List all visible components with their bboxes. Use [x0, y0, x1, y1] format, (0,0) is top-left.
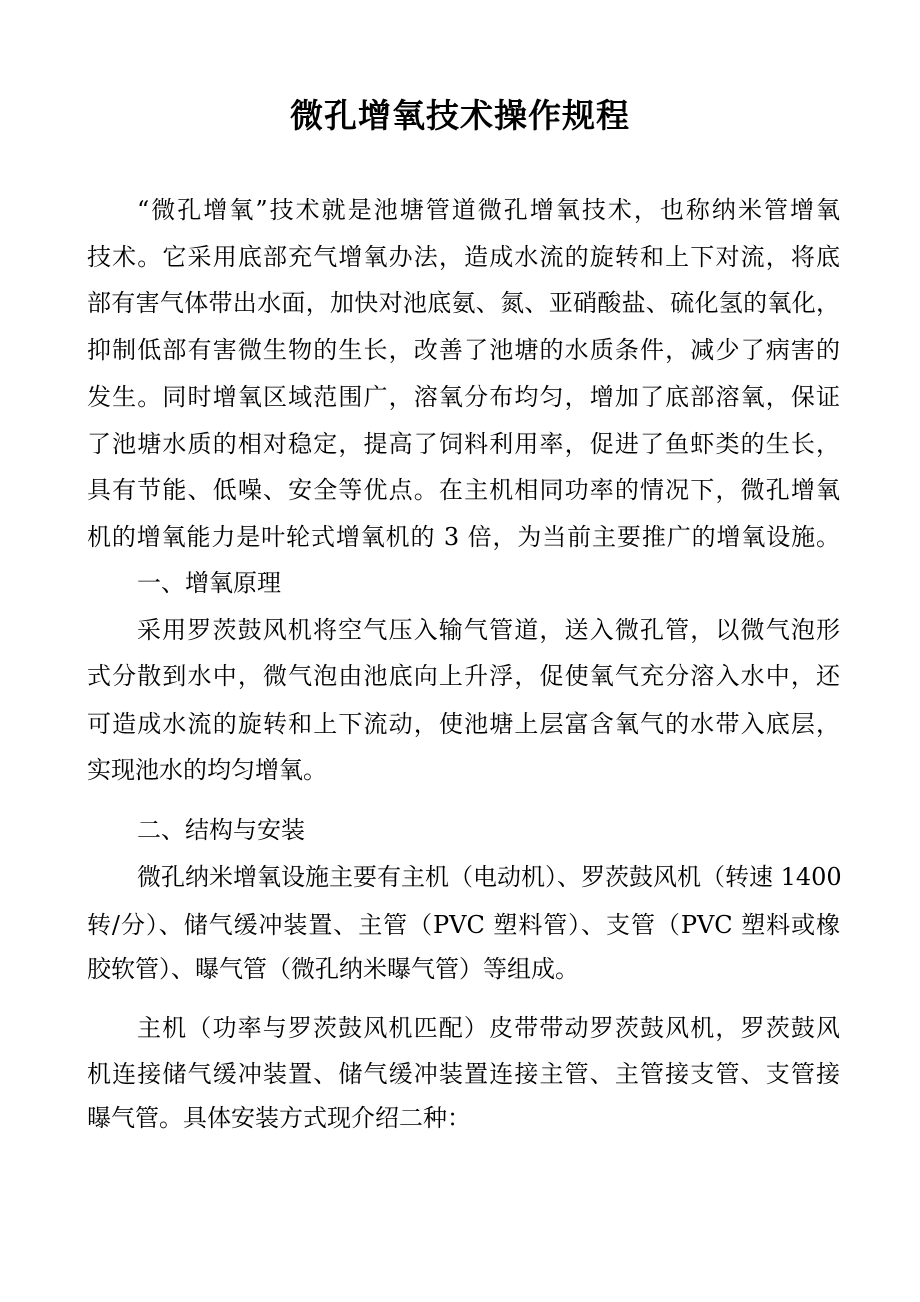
paragraph-line: 部有害气体带出水面，加快对池底氨、氮、亚硝酸盐、硫化氢的氧化， [87, 289, 840, 317]
section-heading: 二、结构与安装 [137, 816, 305, 844]
document-title: 微孔增氧技术操作规程 [290, 96, 630, 135]
paragraph-line: 主机（功率与罗茨鼓风机匹配）皮带带动罗茨鼓风机，罗茨鼓风 [137, 1014, 840, 1042]
paragraph-line: 技术。它采用底部充气增氧办法，造成水流的旋转和上下对流，将底 [87, 243, 840, 271]
paragraph-line: 采用罗茨鼓风机将空气压入输气管道，送入微孔管，以微气泡形 [137, 616, 840, 644]
paragraph-line: 胶软管）、曝气管（微孔纳米曝气管）等组成。 [87, 955, 579, 983]
paragraph-line: 机连接储气缓冲装置、储气缓冲装置连接主管、主管接支管、支管接 [87, 1060, 840, 1088]
section-heading: 一、增氧原理 [137, 569, 281, 597]
paragraph-line: 抑制低部有害微生物的生长，改善了池塘的水质条件，减少了病害的 [87, 336, 840, 364]
paragraph-line: 了池塘水质的相对稳定，提高了饲料利用率，促进了鱼虾类的生长， [87, 430, 840, 458]
paragraph-line: 曝气管。具体安装方式现介绍二种： [87, 1104, 471, 1132]
paragraph-line: 转/分）、储气缓冲装置、主管（PVC 塑料管）、支管（PVC 塑料或橡 [87, 911, 840, 939]
paragraph-line: 具有节能、低噪、安全等优点。在主机相同功率的情况下，微孔增氧 [87, 476, 840, 504]
paragraph-line: 微孔纳米增氧设施主要有主机（电动机）、罗茨鼓风机（转速 1400 [137, 863, 842, 891]
paragraph-line: “微孔增氧”技术就是池塘管道微孔增氧技术，也称纳米管增氧 [137, 196, 840, 224]
paragraph-line: 可造成水流的旋转和上下流动，使池塘上层富含氧气的水带入底层， [87, 710, 840, 738]
paragraph-line: 发生。同时增氧区域范围广，溶氧分布均匀，增加了底部溶氧，保证 [87, 383, 840, 411]
paragraph-line: 实现池水的均匀增氧。 [87, 756, 327, 784]
paragraph-line: 式分散到水中，微气泡由池底向上升浮，促使氧气充分溶入水中，还 [87, 662, 840, 690]
paragraph-line: 机的增氧能力是叶轮式增氧机的 3 倍，为当前主要推广的增氧设施。 [87, 523, 840, 551]
